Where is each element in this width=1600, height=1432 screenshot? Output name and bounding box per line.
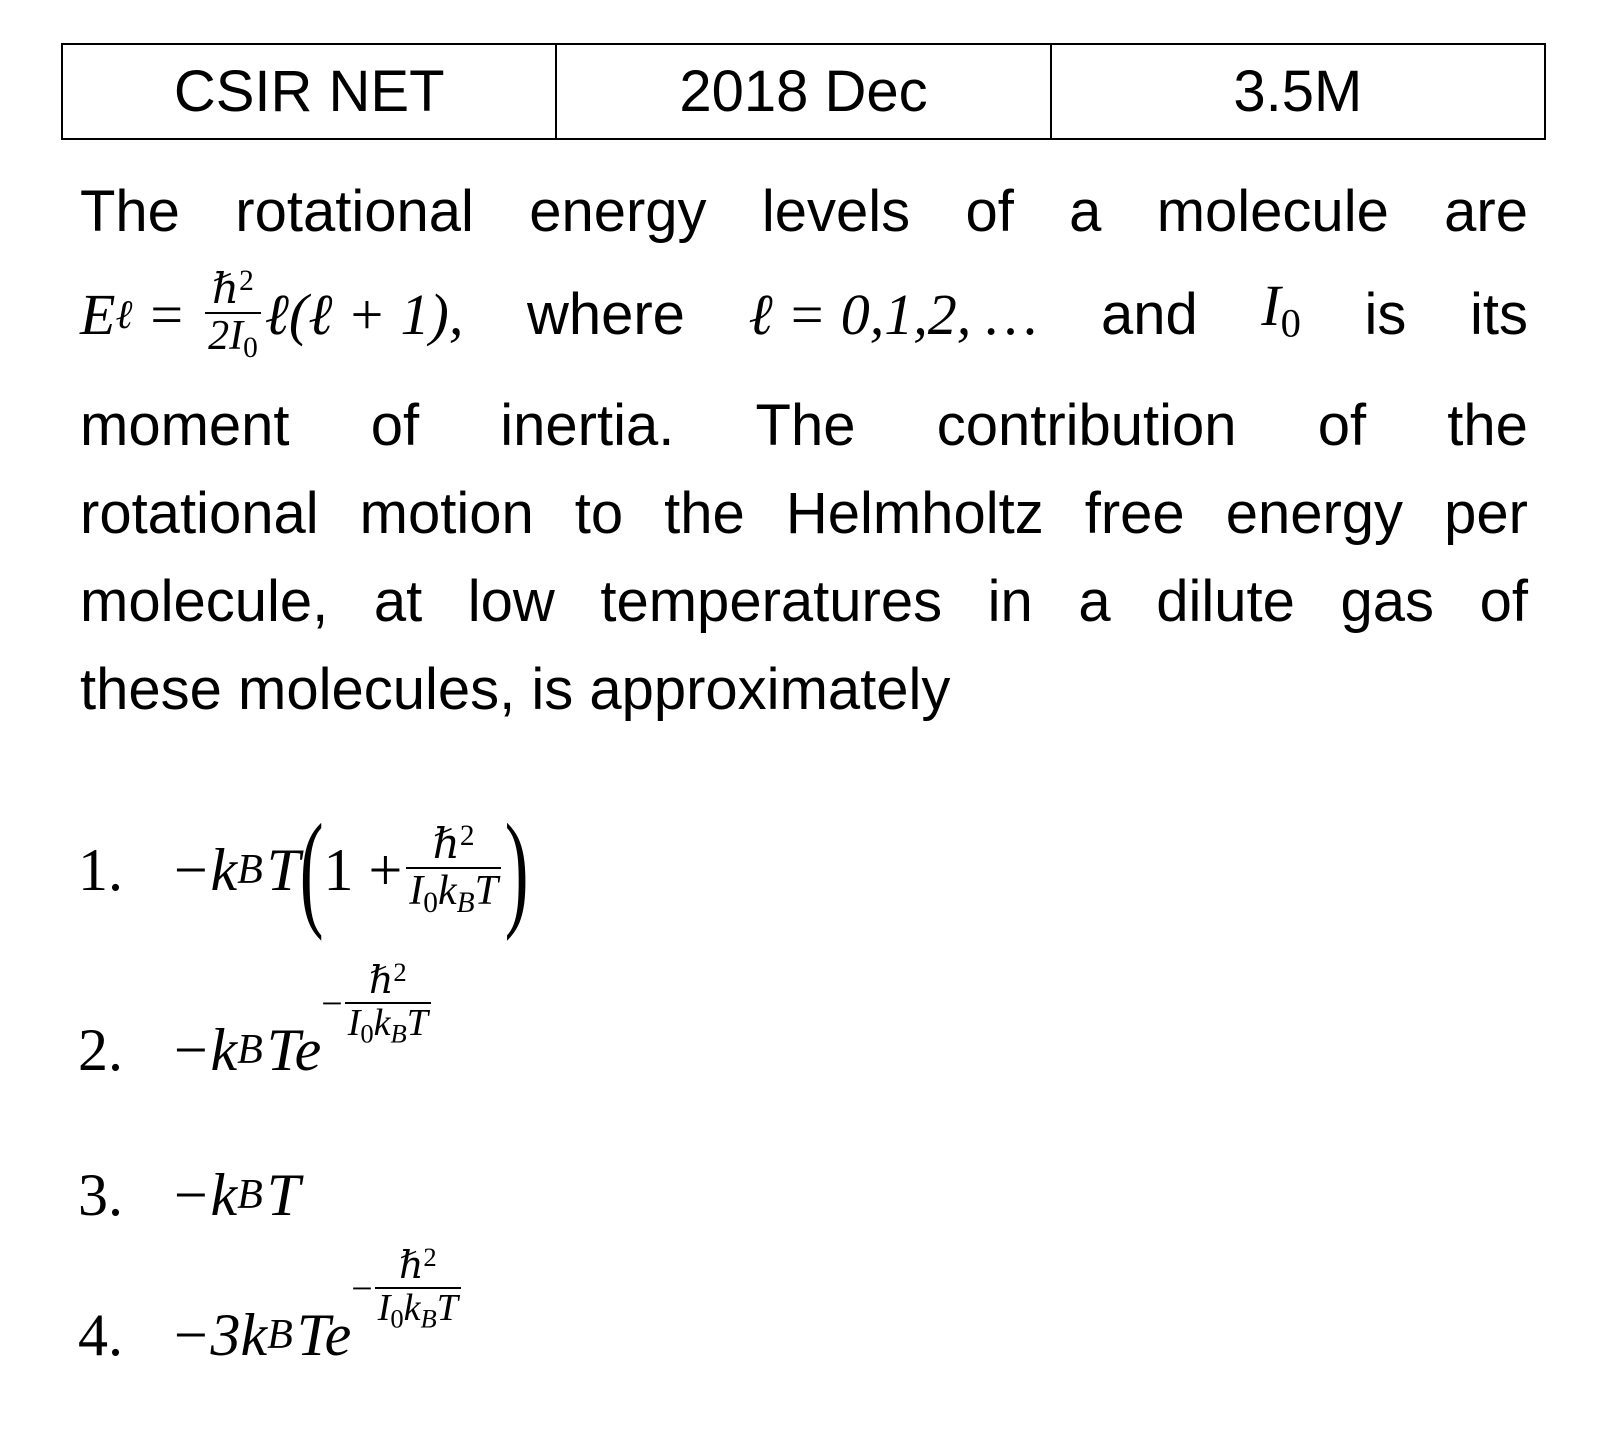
word: Helmholtz <box>785 481 1044 546</box>
question-line-5 <box>80 558 1528 646</box>
option-2[interactable]: 2. −k B Te − $\frac{\hbar^2}{I_0k_BT}$ <box>78 1000 431 1100</box>
word: per <box>1444 481 1528 546</box>
word: of <box>1479 569 1528 634</box>
word: the <box>1447 393 1528 458</box>
marks-cell: 3.5M <box>1051 44 1545 139</box>
option-number: 1. <box>78 836 123 903</box>
word: at <box>373 569 423 634</box>
option-number: 3. <box>78 1161 123 1228</box>
word: moment <box>80 393 290 458</box>
word: the <box>664 481 745 546</box>
word: molecule, <box>80 569 329 634</box>
word: The <box>80 179 180 244</box>
word: gas <box>1340 569 1434 634</box>
option-3[interactable]: 3. −k B T <box>78 1161 301 1228</box>
word: The <box>755 393 856 458</box>
header-row <box>62 44 1545 139</box>
word: are <box>1444 179 1528 244</box>
word: where <box>526 282 685 347</box>
word: molecule <box>1156 179 1389 244</box>
header-table <box>61 43 1546 140</box>
word: and <box>1100 282 1198 347</box>
left-paren: ( <box>299 798 324 942</box>
word: of <box>965 179 1014 244</box>
energy-formula: E ℓ = $\frac{\hbar^2}{2I_0}$ ℓ(ℓ + 1), <box>80 264 464 365</box>
option-1-fraction: $\frac{\hbar^2}{I_0k_BT}$ <box>406 821 501 919</box>
word: a <box>1078 569 1111 634</box>
word: its <box>1469 282 1528 347</box>
word: energy <box>529 179 707 244</box>
word: levels <box>761 179 911 244</box>
word: motion <box>359 481 534 546</box>
word: dilute <box>1156 569 1295 634</box>
exam-session-cell: 2018 Dec <box>556 44 1050 139</box>
word: of <box>1317 393 1367 458</box>
question-line-1 <box>80 168 1528 256</box>
word: low <box>467 569 555 634</box>
option-4[interactable]: 4. −3k B Te − $\frac{\hbar^2}{I_0k_BT}$ <box>78 1285 461 1385</box>
moment-symbol: $I_0$ <box>1261 273 1301 346</box>
question-line-3 <box>80 382 1528 470</box>
word: of <box>370 393 420 458</box>
option-2-exponent: − $\frac{\hbar^2}{I_0k_BT}$ <box>321 959 431 1048</box>
word: in <box>987 569 1033 634</box>
question-line-6: these molecules, is approximately <box>80 657 951 722</box>
word: temperatures <box>600 569 943 634</box>
exam-name-cell: CSIR NET <box>62 44 556 139</box>
option-4-exponent: − $\frac{\hbar^2}{I_0k_BT}$ <box>351 1244 461 1333</box>
word: contribution <box>936 393 1237 458</box>
question-line-4 <box>80 470 1528 558</box>
word: rotational <box>235 179 474 244</box>
option-number: 4. <box>78 1301 123 1368</box>
option-1[interactable]: 1. −k B T ( 1 + $\frac{\hbar^2}{I_0k_BT}$ ) <box>78 798 529 942</box>
option-number: 2. <box>78 1016 123 1083</box>
word: energy <box>1225 481 1404 546</box>
word: free <box>1084 481 1185 546</box>
word: rotational <box>80 481 319 546</box>
word: inertia. <box>500 393 675 458</box>
right-paren: ) <box>504 798 529 942</box>
word: is <box>1364 282 1407 347</box>
energy-formula-line <box>80 240 1528 390</box>
word: a <box>1069 179 1102 244</box>
question-text <box>80 168 1528 734</box>
ell-range: ℓ = 0,1,2, … <box>748 282 1038 347</box>
hbar-fraction: $\frac{\hbar^2}{2I_0}$ <box>205 266 261 364</box>
word: to <box>574 481 624 546</box>
